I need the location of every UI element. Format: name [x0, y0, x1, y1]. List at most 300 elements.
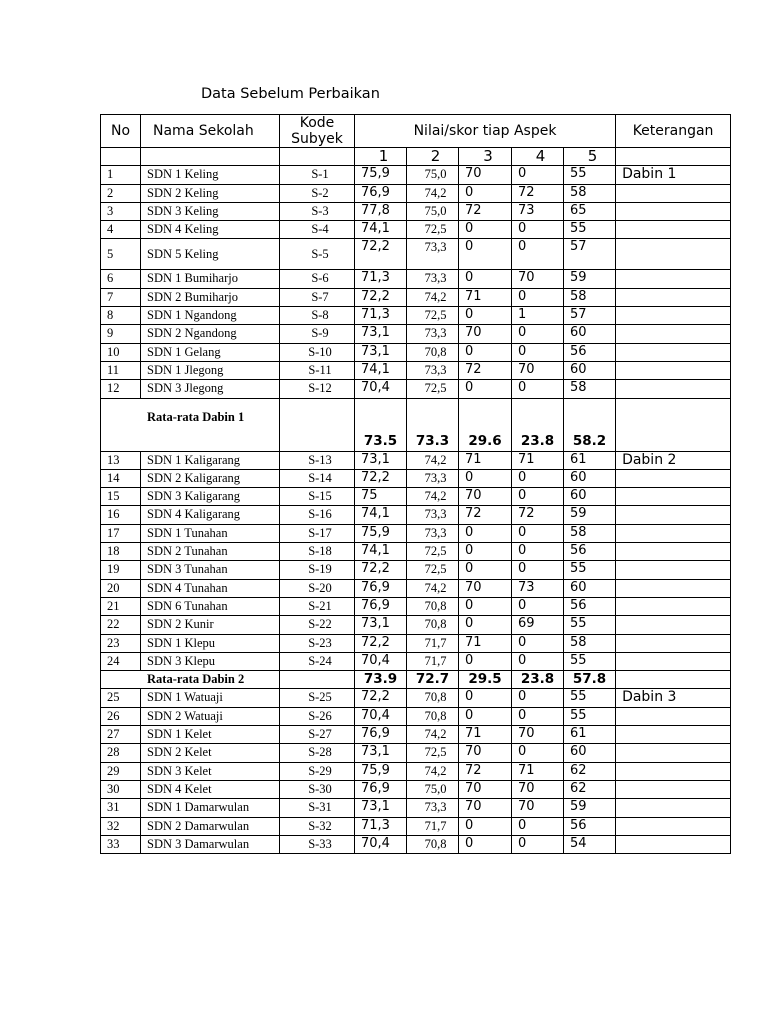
score-aspect-4: 1 [512, 307, 564, 325]
subject-code: S-8 [280, 307, 355, 325]
table-row [101, 166, 731, 184]
score-aspect-4: 0 [512, 239, 564, 270]
score-aspect-4: 0 [512, 524, 564, 542]
score-aspect-2: 74,2 [407, 451, 459, 469]
row-number: 10 [101, 343, 141, 361]
score-aspect-2: 73,3 [407, 325, 459, 343]
keterangan-cell [616, 543, 731, 561]
score-aspect-2: 75,0 [407, 780, 459, 798]
row-number: 31 [101, 799, 141, 817]
score-aspect-4: 0 [512, 744, 564, 762]
score-aspect-1: 72,2 [355, 689, 407, 707]
score-aspect-2: 74,2 [407, 726, 459, 744]
table-row [101, 634, 731, 652]
score-aspect-3: 0 [459, 184, 512, 202]
score-aspect-3: 0 [459, 343, 512, 361]
school-name: SDN 1 Kelet [141, 726, 280, 744]
school-name: SDN 1 Damarwulan [141, 799, 280, 817]
score-aspect-3: 72 [459, 361, 512, 379]
keterangan-cell [616, 343, 731, 361]
row-number: 28 [101, 744, 141, 762]
subject-code: S-33 [280, 835, 355, 853]
score-aspect-1: 73,1 [355, 616, 407, 634]
school-name: SDN 5 Keling [141, 239, 280, 270]
table-row [101, 524, 731, 542]
score-aspect-5: 61 [564, 451, 616, 469]
score-aspect-3: 71 [459, 634, 512, 652]
score-aspect-4: 73 [512, 202, 564, 220]
table-row [101, 325, 731, 343]
aspect-header-row [101, 148, 731, 166]
aspect-spacer [280, 148, 355, 166]
score-aspect-5: 56 [564, 597, 616, 615]
table-row [101, 380, 731, 398]
score-aspect-5: 54 [564, 835, 616, 853]
average-aspect-1: 73.9 [355, 671, 407, 689]
score-aspect-3: 70 [459, 325, 512, 343]
score-aspect-2: 70,8 [407, 689, 459, 707]
table-row [101, 561, 731, 579]
average-row [101, 671, 731, 689]
score-aspect-4: 0 [512, 817, 564, 835]
table-row [101, 361, 731, 379]
keterangan-cell [616, 634, 731, 652]
score-aspect-4: 72 [512, 184, 564, 202]
score-aspect-5: 55 [564, 652, 616, 670]
aspect-3-header: 3 [459, 148, 512, 166]
score-aspect-2: 72,5 [407, 221, 459, 239]
keterangan-cell [616, 270, 731, 288]
keterangan-cell [616, 835, 731, 853]
score-aspect-4: 0 [512, 469, 564, 487]
score-aspect-2: 71,7 [407, 652, 459, 670]
score-aspect-2: 73,3 [407, 239, 459, 270]
score-aspect-3: 71 [459, 726, 512, 744]
score-aspect-2: 72,5 [407, 307, 459, 325]
header-nama-sekolah: Nama Sekolah [141, 115, 280, 148]
score-aspect-2: 72,5 [407, 543, 459, 561]
average-aspect-4: 23.8 [512, 671, 564, 689]
row-number: 11 [101, 361, 141, 379]
score-aspect-4: 0 [512, 835, 564, 853]
keterangan-cell [616, 744, 731, 762]
school-name: SDN 2 Kunir [141, 616, 280, 634]
score-aspect-5: 56 [564, 543, 616, 561]
score-aspect-2: 74,2 [407, 184, 459, 202]
keterangan-cell [616, 726, 731, 744]
score-aspect-2: 75,0 [407, 166, 459, 184]
score-aspect-2: 73,3 [407, 524, 459, 542]
school-name: SDN 1 Bumiharjo [141, 270, 280, 288]
score-aspect-1: 76,9 [355, 184, 407, 202]
keterangan-cell [616, 361, 731, 379]
score-aspect-1: 76,9 [355, 597, 407, 615]
score-aspect-1: 70,4 [355, 652, 407, 670]
score-aspect-1: 71,3 [355, 817, 407, 835]
header-row [101, 115, 731, 148]
score-aspect-2: 71,7 [407, 817, 459, 835]
subject-code: S-3 [280, 202, 355, 220]
score-aspect-2: 70,8 [407, 616, 459, 634]
subject-code: S-24 [280, 652, 355, 670]
school-name: SDN 4 Kelet [141, 780, 280, 798]
score-aspect-1: 71,3 [355, 307, 407, 325]
subject-code: S-15 [280, 488, 355, 506]
score-aspect-4: 0 [512, 543, 564, 561]
score-aspect-4: 70 [512, 361, 564, 379]
aspect-2-header: 2 [407, 148, 459, 166]
score-aspect-2: 73,3 [407, 799, 459, 817]
row-number: 5 [101, 239, 141, 270]
school-name: SDN 2 Watuaji [141, 707, 280, 725]
subject-code: S-12 [280, 380, 355, 398]
keterangan-cell [616, 380, 731, 398]
average-aspect-1: 73.5 [355, 398, 407, 451]
subject-code: S-14 [280, 469, 355, 487]
table-row [101, 307, 731, 325]
score-aspect-5: 60 [564, 361, 616, 379]
score-aspect-1: 74,1 [355, 361, 407, 379]
keterangan-cell [616, 288, 731, 306]
row-number: 15 [101, 488, 141, 506]
keterangan-cell [616, 184, 731, 202]
school-name: SDN 1 Klepu [141, 634, 280, 652]
keterangan-cell [616, 561, 731, 579]
score-aspect-1: 74,1 [355, 221, 407, 239]
score-aspect-5: 57 [564, 307, 616, 325]
header-nilai-skor: Nilai/skor tiap Aspek [355, 115, 616, 148]
score-aspect-4: 0 [512, 652, 564, 670]
keterangan-cell [616, 780, 731, 798]
average-aspect-2: 73.3 [407, 398, 459, 451]
keterangan-cell [616, 762, 731, 780]
score-aspect-5: 60 [564, 579, 616, 597]
score-aspect-5: 59 [564, 506, 616, 524]
score-aspect-5: 55 [564, 689, 616, 707]
score-aspect-3: 0 [459, 543, 512, 561]
score-aspect-1: 72,2 [355, 239, 407, 270]
score-aspect-5: 56 [564, 343, 616, 361]
keterangan-cell: Dabin 1 [616, 166, 731, 184]
score-aspect-3: 0 [459, 221, 512, 239]
row-number: 17 [101, 524, 141, 542]
average-label: Rata-rata Dabin 1 [101, 398, 280, 451]
score-aspect-2: 70,8 [407, 707, 459, 725]
aspect-spacer [616, 148, 731, 166]
table-row [101, 780, 731, 798]
score-aspect-5: 65 [564, 202, 616, 220]
school-name: SDN 3 Klepu [141, 652, 280, 670]
average-aspect-5: 57.8 [564, 671, 616, 689]
subject-code: S-19 [280, 561, 355, 579]
score-aspect-4: 0 [512, 166, 564, 184]
score-aspect-3: 70 [459, 166, 512, 184]
school-name: SDN 1 Gelang [141, 343, 280, 361]
keterangan-cell [616, 652, 731, 670]
subject-code: S-2 [280, 184, 355, 202]
score-aspect-4: 0 [512, 597, 564, 615]
score-aspect-2: 73,3 [407, 469, 459, 487]
row-number: 13 [101, 451, 141, 469]
score-aspect-4: 70 [512, 780, 564, 798]
score-aspect-3: 0 [459, 469, 512, 487]
school-name: SDN 1 Jlegong [141, 361, 280, 379]
average-aspect-3: 29.5 [459, 671, 512, 689]
header-keterangan: Keterangan [616, 115, 731, 148]
score-aspect-5: 58 [564, 380, 616, 398]
score-aspect-3: 0 [459, 616, 512, 634]
score-aspect-3: 0 [459, 524, 512, 542]
row-number: 6 [101, 270, 141, 288]
score-aspect-2: 71,7 [407, 634, 459, 652]
score-aspect-1: 75,9 [355, 524, 407, 542]
score-aspect-4: 70 [512, 799, 564, 817]
score-aspect-3: 0 [459, 689, 512, 707]
score-aspect-1: 70,4 [355, 835, 407, 853]
score-aspect-5: 58 [564, 288, 616, 306]
school-name: SDN 1 Tunahan [141, 524, 280, 542]
table-row [101, 707, 731, 725]
keterangan-cell [616, 524, 731, 542]
subject-code: S-10 [280, 343, 355, 361]
row-number: 12 [101, 380, 141, 398]
row-number: 19 [101, 561, 141, 579]
average-aspect-5: 58.2 [564, 398, 616, 451]
keterangan-cell [616, 597, 731, 615]
row-number: 1 [101, 166, 141, 184]
aspect-1-header: 1 [355, 148, 407, 166]
score-aspect-3: 0 [459, 652, 512, 670]
average-row [101, 398, 731, 451]
subject-code: S-25 [280, 689, 355, 707]
score-aspect-2: 73,3 [407, 361, 459, 379]
score-aspect-2: 72,5 [407, 744, 459, 762]
keterangan-cell [616, 221, 731, 239]
score-aspect-1: 71,3 [355, 270, 407, 288]
score-aspect-4: 0 [512, 221, 564, 239]
score-aspect-1: 76,9 [355, 780, 407, 798]
score-aspect-3: 0 [459, 817, 512, 835]
subject-code: S-7 [280, 288, 355, 306]
school-name: SDN 2 Keling [141, 184, 280, 202]
subject-code: S-32 [280, 817, 355, 835]
score-aspect-1: 72,2 [355, 288, 407, 306]
score-aspect-1: 73,1 [355, 343, 407, 361]
score-aspect-2: 70,8 [407, 835, 459, 853]
school-name: SDN 2 Kaligarang [141, 469, 280, 487]
aspect-5-header: 5 [564, 148, 616, 166]
school-name: SDN 3 Kelet [141, 762, 280, 780]
keterangan-cell [616, 325, 731, 343]
score-aspect-5: 55 [564, 561, 616, 579]
score-aspect-1: 72,2 [355, 634, 407, 652]
table-row [101, 469, 731, 487]
score-aspect-2: 73,3 [407, 506, 459, 524]
table-row [101, 799, 731, 817]
aspect-spacer [101, 148, 141, 166]
score-aspect-3: 0 [459, 561, 512, 579]
score-aspect-5: 55 [564, 616, 616, 634]
average-aspect-3: 29.6 [459, 398, 512, 451]
table-row [101, 652, 731, 670]
subject-code: S-21 [280, 597, 355, 615]
row-number: 3 [101, 202, 141, 220]
subject-code: S-6 [280, 270, 355, 288]
row-number: 22 [101, 616, 141, 634]
subject-code: S-27 [280, 726, 355, 744]
score-aspect-5: 62 [564, 762, 616, 780]
score-aspect-4: 0 [512, 488, 564, 506]
subject-code: S-31 [280, 799, 355, 817]
table-row [101, 451, 731, 469]
score-aspect-5: 58 [564, 524, 616, 542]
school-name: SDN 6 Tunahan [141, 597, 280, 615]
subject-code: S-17 [280, 524, 355, 542]
table-row [101, 597, 731, 615]
score-aspect-2: 75,0 [407, 202, 459, 220]
score-aspect-5: 60 [564, 744, 616, 762]
score-aspect-1: 73,1 [355, 451, 407, 469]
score-aspect-3: 0 [459, 707, 512, 725]
keterangan-cell [616, 707, 731, 725]
subject-code: S-22 [280, 616, 355, 634]
keterangan-cell [616, 239, 731, 270]
school-name: SDN 2 Kelet [141, 744, 280, 762]
row-number: 8 [101, 307, 141, 325]
table-row [101, 239, 731, 270]
score-aspect-4: 71 [512, 762, 564, 780]
school-name: SDN 1 Kaligarang [141, 451, 280, 469]
score-aspect-5: 55 [564, 707, 616, 725]
subject-code: S-28 [280, 744, 355, 762]
school-name: SDN 1 Keling [141, 166, 280, 184]
school-name: SDN 1 Ngandong [141, 307, 280, 325]
score-aspect-4: 0 [512, 288, 564, 306]
score-aspect-2: 70,8 [407, 343, 459, 361]
average-ket-spacer [616, 671, 731, 689]
keterangan-cell [616, 616, 731, 634]
score-aspect-5: 60 [564, 488, 616, 506]
score-aspect-1: 73,1 [355, 744, 407, 762]
score-aspect-3: 70 [459, 744, 512, 762]
keterangan-cell [616, 817, 731, 835]
subject-code: S-13 [280, 451, 355, 469]
table-row [101, 726, 731, 744]
subject-code: S-4 [280, 221, 355, 239]
score-aspect-2: 74,2 [407, 579, 459, 597]
score-aspect-4: 0 [512, 634, 564, 652]
score-aspect-3: 70 [459, 488, 512, 506]
row-number: 2 [101, 184, 141, 202]
score-aspect-3: 70 [459, 579, 512, 597]
score-aspect-2: 74,2 [407, 762, 459, 780]
score-aspect-5: 60 [564, 325, 616, 343]
keterangan-cell [616, 506, 731, 524]
row-number: 4 [101, 221, 141, 239]
score-aspect-5: 59 [564, 270, 616, 288]
average-label: Rata-rata Dabin 2 [101, 671, 280, 689]
aspect-spacer [141, 148, 280, 166]
score-aspect-5: 62 [564, 780, 616, 798]
school-name: SDN 4 Tunahan [141, 579, 280, 597]
table-row [101, 762, 731, 780]
subject-code: S-29 [280, 762, 355, 780]
score-aspect-4: 69 [512, 616, 564, 634]
table-row [101, 270, 731, 288]
score-aspect-3: 72 [459, 506, 512, 524]
keterangan-cell: Dabin 2 [616, 451, 731, 469]
score-aspect-4: 70 [512, 726, 564, 744]
score-aspect-2: 74,2 [407, 288, 459, 306]
score-aspect-2: 72,5 [407, 561, 459, 579]
score-aspect-5: 58 [564, 634, 616, 652]
table-row [101, 202, 731, 220]
row-number: 26 [101, 707, 141, 725]
score-aspect-3: 72 [459, 762, 512, 780]
score-aspect-4: 72 [512, 506, 564, 524]
score-aspect-5: 60 [564, 469, 616, 487]
row-number: 32 [101, 817, 141, 835]
score-aspect-4: 0 [512, 325, 564, 343]
score-aspect-3: 0 [459, 239, 512, 270]
table-row [101, 543, 731, 561]
table-row [101, 221, 731, 239]
school-name: SDN 1 Watuaji [141, 689, 280, 707]
score-aspect-5: 58 [564, 184, 616, 202]
header-no: No [101, 115, 141, 148]
table-row [101, 689, 731, 707]
score-aspect-5: 55 [564, 166, 616, 184]
average-kode-spacer [280, 398, 355, 451]
score-aspect-4: 0 [512, 689, 564, 707]
table-row [101, 488, 731, 506]
header-kode-line2: Subyek [291, 131, 343, 147]
table-row [101, 744, 731, 762]
score-aspect-1: 75 [355, 488, 407, 506]
score-aspect-1: 76,9 [355, 726, 407, 744]
score-aspect-3: 71 [459, 451, 512, 469]
score-aspect-5: 61 [564, 726, 616, 744]
table-row [101, 579, 731, 597]
school-name: SDN 3 Jlegong [141, 380, 280, 398]
school-name: SDN 3 Keling [141, 202, 280, 220]
table-row [101, 184, 731, 202]
school-name: SDN 4 Keling [141, 221, 280, 239]
score-aspect-4: 71 [512, 451, 564, 469]
score-aspect-5: 59 [564, 799, 616, 817]
school-name: SDN 2 Bumiharjo [141, 288, 280, 306]
score-aspect-3: 0 [459, 307, 512, 325]
school-name: SDN 3 Damarwulan [141, 835, 280, 853]
table-row [101, 343, 731, 361]
keterangan-cell [616, 579, 731, 597]
score-aspect-1: 72,2 [355, 561, 407, 579]
subject-code: S-16 [280, 506, 355, 524]
score-aspect-1: 77,8 [355, 202, 407, 220]
row-number: 9 [101, 325, 141, 343]
subject-code: S-18 [280, 543, 355, 561]
table-row [101, 817, 731, 835]
table-row [101, 835, 731, 853]
score-aspect-1: 73,1 [355, 799, 407, 817]
subject-code: S-1 [280, 166, 355, 184]
score-aspect-1: 74,1 [355, 543, 407, 561]
row-number: 24 [101, 652, 141, 670]
subject-code: S-9 [280, 325, 355, 343]
score-aspect-5: 55 [564, 221, 616, 239]
average-kode-spacer [280, 671, 355, 689]
score-aspect-5: 56 [564, 817, 616, 835]
